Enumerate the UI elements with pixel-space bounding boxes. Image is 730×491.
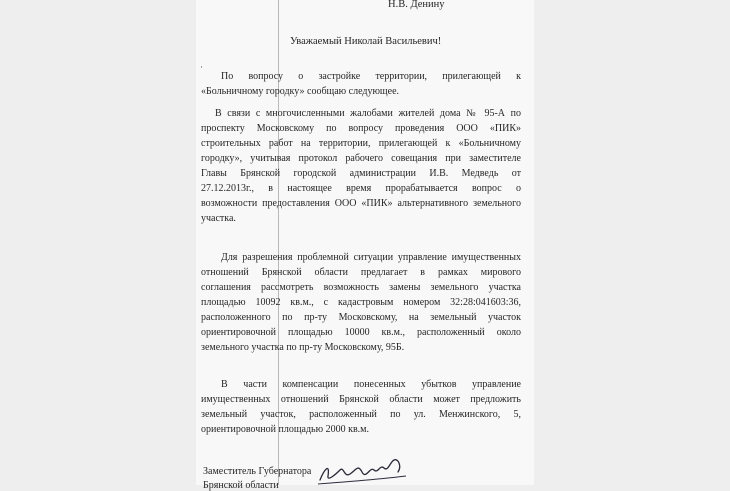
paragraph-4: [201, 377, 521, 437]
text-line: имущественных отношений Брянской области может предложить: [201, 394, 521, 405]
text-line: проспекту Московскому по вопросу проведения ООО «ПИК»: [201, 123, 521, 134]
text-line: 27.12.2013г., в настоящее время прорабатывается вопрос о: [201, 183, 521, 194]
text-line: земельного участка по пр-ту Московскому, 95Б.: [201, 342, 405, 353]
handwritten-signature: [314, 452, 414, 488]
paragraph-1: [201, 69, 521, 99]
text-line: возможности предоставления ООО «ПИК» альтернативного земельного: [201, 198, 521, 209]
salutation: Уважаемый Николай Васильевич!: [290, 36, 442, 47]
text-line: По вопросу о застройке территории, прилегающей к: [221, 71, 521, 82]
text-line: соглашения рассмотреть возможность замены земельного участка: [201, 282, 521, 293]
addressee: Н.В. Денину: [388, 0, 445, 10]
margin-mark: ·: [200, 62, 203, 72]
text-line: земельный участок, расположенный по ул. Менжинского, 5,: [201, 409, 521, 420]
paragraph-3: [201, 250, 521, 355]
signature-title: Заместитель Губернатора: [203, 466, 312, 477]
paragraph-2: [201, 106, 521, 226]
text-line: «Больничному городку» сообщаю следующее.: [201, 86, 400, 97]
text-line: площадью 10092 кв.м., с кадастровым номером 32:28:041603:36,: [201, 297, 521, 308]
letter-page: [196, 0, 534, 491]
text-line: ориентировочной площадью 2000 кв.м.: [201, 424, 369, 435]
text-line: городку», учитывая протокол рабочего совещания при заместителе: [201, 153, 521, 164]
text-line: Главы Брянской городской администрации И.В. Медведь от: [201, 168, 521, 179]
text-line: строительных работ на территории, прилегающей к «Больничному: [201, 138, 521, 149]
text-line: отношений Брянской области предлагает в рамках мирового: [201, 267, 521, 278]
text-line: Для разрешения проблемной ситуации управление имущественных: [221, 252, 521, 263]
signature-title-line2: Брянской области: [203, 480, 279, 491]
text-line: участка.: [201, 213, 236, 224]
text-line: расположенного по пр-ту Московскому, на земельный участок: [201, 312, 521, 323]
text-line: ориентировочной площадью 10000 кв.м., расположенный около: [201, 327, 521, 338]
text-line: В связи с многочисленными жалобами жителей дома № 95-А по: [215, 108, 521, 119]
text-line: В части компенсации понесенных убытков управление: [221, 379, 521, 390]
